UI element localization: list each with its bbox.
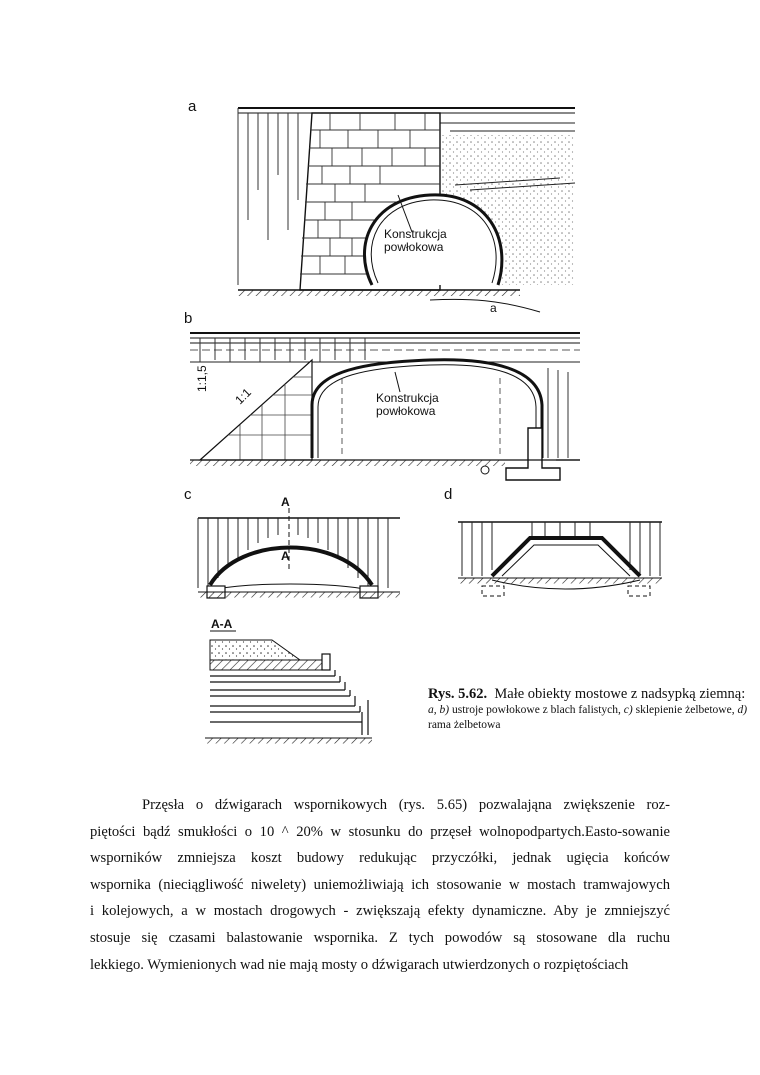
body-line: wsporników zmniejsza koszt budowy redukując przyczółki, jednak ugięcia końców <box>90 850 670 867</box>
panel-a-drawing <box>238 108 575 315</box>
body-line: stosuje się czasami balastowanie wspornika. Z tych powodów są stosowane dla ruchu <box>90 929 670 946</box>
slope-b-1: 1:1,5 <box>195 365 209 392</box>
body-line: i kolejowych, a w mostach drogowych - zwiększają efekty dynamiczne. Aby je zmniejszyć <box>90 903 670 920</box>
panel-d-drawing <box>458 522 662 596</box>
section-title: A-A <box>211 617 233 631</box>
label-b-line1: Konstrukcja <box>376 391 439 405</box>
panel-label-c: c <box>184 486 192 503</box>
label-a-small: a <box>490 301 497 315</box>
caption-sub-c-text: sklepienie żelbetowe, <box>635 704 735 716</box>
body-line: lekkiego. Wymienionych wad nie mają mosty o dźwigarach utwierdzonych o rozpiętościach <box>90 956 629 973</box>
label-a-line2: powłokowa <box>384 240 444 254</box>
slope-b-2: 1:1 <box>232 385 254 408</box>
body-paragraph <box>90 792 670 978</box>
panel-c-drawing <box>198 495 400 598</box>
caption-title-text: Małe obiekty mostowe z nadsypką ziemną: <box>494 686 746 702</box>
body-line: Przęsła o dźwigarach wspornikowych (rys. 5.65) pozwalająna zwiększenie roz- <box>142 797 670 813</box>
body-line: wspornika (nieciągliwość niwelety) uniemożliwiają ich stosowanie w mostach tramwajowych <box>90 876 670 893</box>
panel-label-d: d <box>444 486 453 503</box>
caption-sub-d-text: rama żelbetowa <box>428 719 501 731</box>
panel-label-b: b <box>184 310 193 327</box>
panel-label-a: a <box>188 98 197 115</box>
caption-sub-d: d) <box>737 704 748 716</box>
section-mark-bottom: A <box>281 549 290 563</box>
caption-title <box>428 686 748 703</box>
caption-sub-a-text: ustroje powłokowe z blach falistych, <box>451 704 621 716</box>
panel-b-drawing <box>190 333 580 480</box>
section-aa-drawing <box>205 617 372 741</box>
label-a-line1: Konstrukcja <box>384 227 447 241</box>
label-b-line2: powłokowa <box>376 404 436 418</box>
caption-number: Rys. 5.62. <box>428 686 488 702</box>
section-mark-top: A <box>281 495 290 509</box>
caption-subtitle <box>428 703 748 733</box>
caption-sub-a: a, b) <box>428 704 450 716</box>
figure-caption <box>428 686 748 733</box>
caption-sub-c: c) <box>623 704 633 716</box>
body-line: piętości bądź smukłości o 10 ^ 20% w stosunku do przęseł wolnopodpartych.Easto-sowanie <box>90 823 670 840</box>
